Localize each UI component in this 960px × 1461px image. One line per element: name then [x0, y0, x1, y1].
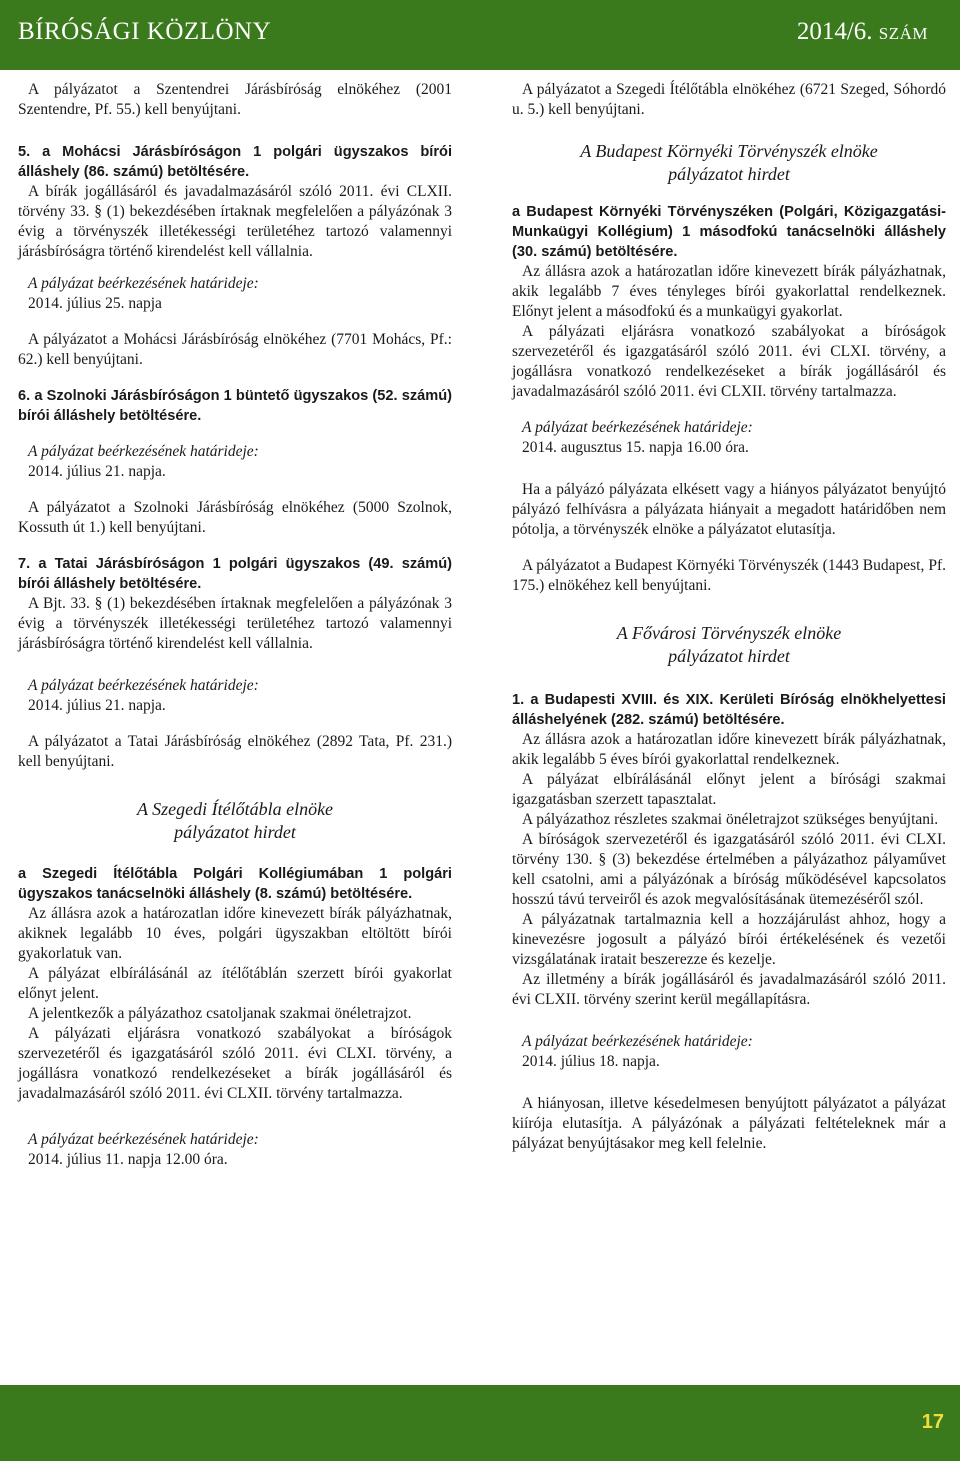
paragraph: A bíróságok szervezetéről és igazgatásáról szóló 2011. évi CLXI. törvény 130. § (3) bekezdése értelmében a pályázathoz pályaművet kell csatolni, ami a pályázónak a bíróság működésével kapcsolatos hosszú távú terveiről és azok megvalósításának ütemezéséről szól.	[512, 831, 946, 908]
paragraph: Az állásra azok a határozatlan időre kinevezett bírák pályázhatnak, akik legalább 7 éves tényleges bírói gyakorlattal rendelkeznek. Előnyt jelent a másodfokú és a munkaügyi gyakorlat.	[512, 263, 946, 320]
left-column	[18, 80, 452, 1170]
section-heading: A Szegedi Ítélőtábla elnöke	[136, 799, 334, 819]
paragraph: A pályázatot a Tatai Járásbíróság elnökéhez (2892 Tata, Pf. 231.) kell benyújtani.	[18, 733, 452, 770]
deadline-label: A pályázat beérkezésének határideje:	[522, 1033, 753, 1050]
section-title: 1. a Budapesti XVIII. és XIX. Kerületi Bíróság elnökhelyettesi álláshelyének (282. számú) betöltésére.	[512, 692, 946, 728]
right-column	[512, 80, 946, 1154]
deadline-label: A pályázat beérkezésének határideje:	[28, 443, 259, 460]
paragraph: A pályázati eljárásra vonatkozó szabályokat a bíróságok szervezetéről és igazgatásáról szóló 2011. évi CLXI. törvény, a jogállásra vonatkozó rendelkezéseket a bírák jogállásáról és javadalmazásáról szóló 2011. évi CLXII. törvény tartalmazza.	[18, 1025, 452, 1102]
paragraph: A jelentkezők a pályázathoz csatoljanak szakmai önéletrajzot.	[28, 1005, 412, 1022]
paragraph: Ha a pályázó pályázata elkésett vagy a hiányos pályázatot benyújtó pályázó felhívásra a pályázata hiányait a megadott határidőben nem pótolja, a törvényszék elnöke a pályázatot elutasítja.	[512, 481, 946, 538]
section-title: a Budapest Környéki Törvényszéken (Polgári, Közigazgatási-Munkaügyi Kollégium) 1 másodfokú tanácselnöki álláshely (30. számú) betöltésére.	[512, 204, 946, 260]
deadline-date: 2014. július 18. napja.	[522, 1053, 660, 1070]
section-title: 7. a Tatai Járásbíróságon 1 polgári ügyszakos (49. számú) bírói álláshely betöltésére.	[18, 556, 452, 592]
deadline-label: A pályázat beérkezésének határideje:	[28, 677, 259, 694]
paragraph: Az állásra azok a határozatlan időre kinevezett bírák pályázhatnak, akik legalább 5 éves bírói gyakorlattal rendelkeznek.	[512, 731, 946, 768]
deadline-label: A pályázat beérkezésének határideje:	[28, 1131, 259, 1148]
paragraph: A pályázatnak tartalmaznia kell a hozzájárulást ahhoz, hogy a kinevezésre jogosult a pályázó bírói értékelésének és vezetői vizsgálatának iratait beszerezze és kezelje.	[512, 911, 946, 968]
issue-label: 2014/6.	[796, 18, 873, 45]
section-subheading: pályázatot hirdet	[668, 164, 790, 184]
publication-title: BÍRÓSÁGI KÖZLÖNY	[18, 18, 272, 45]
section-title: 5. a Mohácsi Járásbíróságon 1 polgári ügyszakos bírói álláshely (86. számú) betöltésére.	[18, 144, 452, 180]
deadline-date: 2014. július 21. napja.	[28, 463, 166, 480]
deadline-label: A pályázat beérkezésének határideje:	[522, 419, 753, 436]
section-title: 6. a Szolnoki Járásbíróságon 1 büntető ügyszakos (52. számú) bírói álláshely betöltésére.	[18, 388, 452, 424]
paragraph: A pályázatot a Szentendrei Járásbíróság elnökéhez (2001 Szentendre, Pf. 55.) kell benyújtani.	[18, 81, 452, 118]
page-footer	[0, 1385, 960, 1461]
section-title: a Szegedi Ítélőtábla Polgári Kollégiumában 1 polgári ügyszakos tanácselnöki álláshely (8. számú) betöltésére.	[18, 866, 452, 902]
section-heading: A Budapest Környéki Törvényszék elnöke	[580, 141, 878, 161]
deadline-date: 2014. július 21. napja.	[28, 697, 166, 714]
section-subheading: pályázatot hirdet	[668, 646, 790, 666]
paragraph: A pályázat elbírálásánál az ítélőtáblán szerzett bírói gyakorlat előnyt jelent.	[18, 965, 452, 1002]
deadline-date: 2014. július 11. napja 12.00 óra.	[28, 1151, 228, 1168]
paragraph: A pályázatot a Budapest Környéki Törvényszék (1443 Budapest, Pf. 175.) elnökéhez kell benyújtani.	[512, 557, 946, 594]
deadline-date: 2014. július 25. napja	[28, 295, 162, 312]
section-heading: A Fővárosi Törvényszék elnöke	[616, 623, 842, 643]
paragraph: A pályázatot a Mohácsi Járásbíróság elnökéhez (7701 Mohács, Pf.: 62.) kell benyújtani.	[18, 331, 452, 368]
issue-suffix: SZÁM	[878, 24, 928, 43]
paragraph: A pályázatot a Szegedi Ítélőtábla elnökéhez (6721 Szeged, Sóhordó u. 5.) kell benyújtani.	[512, 81, 946, 118]
paragraph: A pályázatot a Szolnoki Járásbíróság elnökéhez (5000 Szolnok, Kossuth út 1.) kell benyújtani.	[18, 499, 452, 536]
paragraph: A bírák jogállásáról és javadalmazásáról szóló 2011. évi CLXII. törvény 33. § (1) bekezdésében írtaknak megfelelően a pályázónak 3 évig a törvényszék illetékességi területéhez tartozó valamennyi járásbíróságra történő kirendelést kell vállalnia.	[18, 183, 452, 260]
paragraph: Az illetmény a bírák jogállásáról és javadalmazásáról szóló 2011. évi CLXII. törvény szerint kerül megállapításra.	[512, 971, 946, 1008]
page-header	[0, 0, 960, 70]
paragraph: A pályázati eljárásra vonatkozó szabályokat a bíróságok szervezetéről és igazgatásáról szóló 2011. évi CLXI. törvény, a jogállásra vonatkozó rendelkezéseket a bírák jogállásáról és javadalmazásáról szóló 2011. évi CLXII. törvény tartalmazza.	[512, 323, 946, 400]
paragraph: A hiányosan, illetve késedelmesen benyújtott pályázatot a pályázat kiírója elutasítja. A pályázónak a pályázati feltételeknek már a pályázat benyújtásakor meg kell felelnie.	[512, 1095, 946, 1152]
paragraph: A pályázat elbírálásánál előnyt jelent a bírósági szakmai igazgatásban szerzett tapasztalat.	[512, 771, 946, 808]
paragraph: A pályázathoz részletes szakmai önéletrajzot szükséges benyújtani.	[522, 811, 939, 828]
section-subheading: pályázatot hirdet	[174, 822, 296, 842]
paragraph: A Bjt. 33. § (1) bekezdésében írtaknak megfelelően a pályázónak 3 évig a törvényszék illetékességi területéhez tartozó valamennyi járásbíróságra történő kirendelést kell vállalnia.	[18, 595, 452, 652]
issue-number	[797, 18, 928, 46]
page-number: 17	[921, 1411, 944, 1433]
deadline-date: 2014. augusztus 15. napja 16.00 óra.	[522, 439, 749, 456]
paragraph: Az állásra azok a határozatlan időre kinevezett bírák pályázhatnak, akiknek legalább 10 éves, polgári ügyszakban eltöltött bírói gyakorlatuk van.	[18, 905, 452, 962]
deadline-label: A pályázat beérkezésének határideje:	[28, 275, 259, 292]
